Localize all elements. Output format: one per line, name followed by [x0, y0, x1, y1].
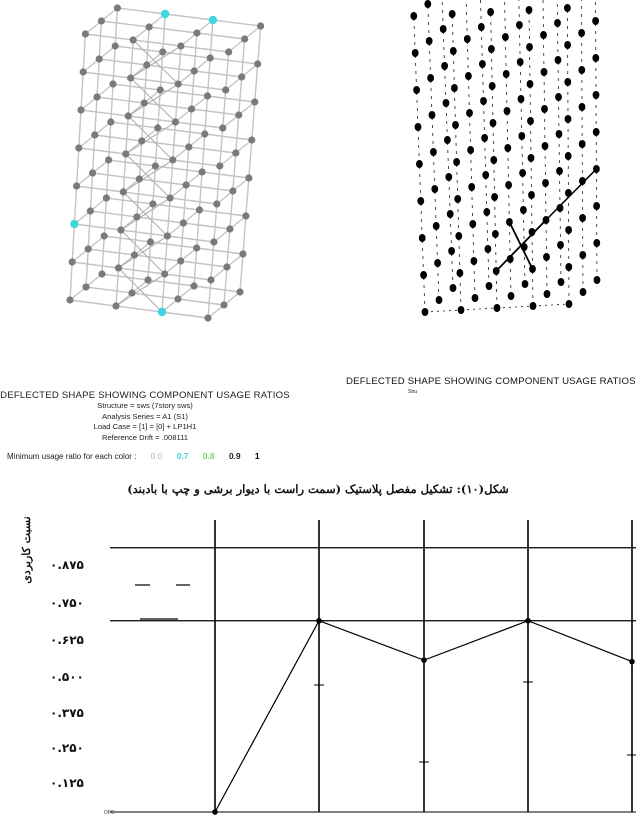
ytick-label: ۰.۲۵۰ — [50, 741, 84, 755]
right-figure-subtitle: Stru — [408, 389, 418, 395]
ratio-value-4: 1 — [254, 451, 260, 461]
ratio-value-3: 0.9 — [228, 451, 241, 461]
legend-drift: Reference Drift = .008111 — [101, 432, 189, 442]
ytick-label: ۰.۱۲۵ — [50, 776, 84, 790]
series-point — [525, 618, 531, 624]
ratio-value-1: 0.7 — [176, 451, 189, 461]
ytick-label: ۰.۷۵۰ — [50, 596, 84, 610]
legend-analysis: Analysis Series = A1 (S1) — [102, 411, 188, 421]
ytick-label: ۰.۶۲۵ — [50, 633, 84, 647]
ratio-value-2: 0.8 — [202, 451, 215, 461]
series-point — [629, 659, 635, 665]
series-point — [421, 657, 427, 663]
left-figure-title: DEFLECTED SHAPE SHOWING COMPONENT USAGE RATIOS — [0, 390, 290, 401]
ratio-value-0: 0.0 — [150, 451, 163, 461]
legend-loadcase: Load Case = [1] = [0] + LP1H1 — [93, 422, 197, 431]
ytick-label: ۰.۳۷۵ — [50, 706, 84, 720]
series-point — [316, 618, 322, 624]
right-figure-title: DEFLECTED SHAPE SHOWING COMPONENT USAGE RATIOS — [346, 376, 636, 387]
ratio-label: Minimum usage ratio for each color : — [7, 452, 137, 461]
legend-structure: Structure = sws (7story sws) — [97, 401, 193, 410]
chart-ylabel: نسبت کاربردی — [20, 516, 33, 584]
x-origin-label: OPE — [104, 810, 115, 816]
ytick-label: ۰.۵۰۰ — [50, 670, 84, 684]
series-point — [212, 809, 218, 815]
ytick-label: ۰.۸۷۵ — [50, 558, 84, 572]
figure-caption: شکل(۱۰): تشکیل مفصل پلاستیک (سمت راست با دیوار برشی و چپ با بادبند) — [127, 482, 509, 496]
